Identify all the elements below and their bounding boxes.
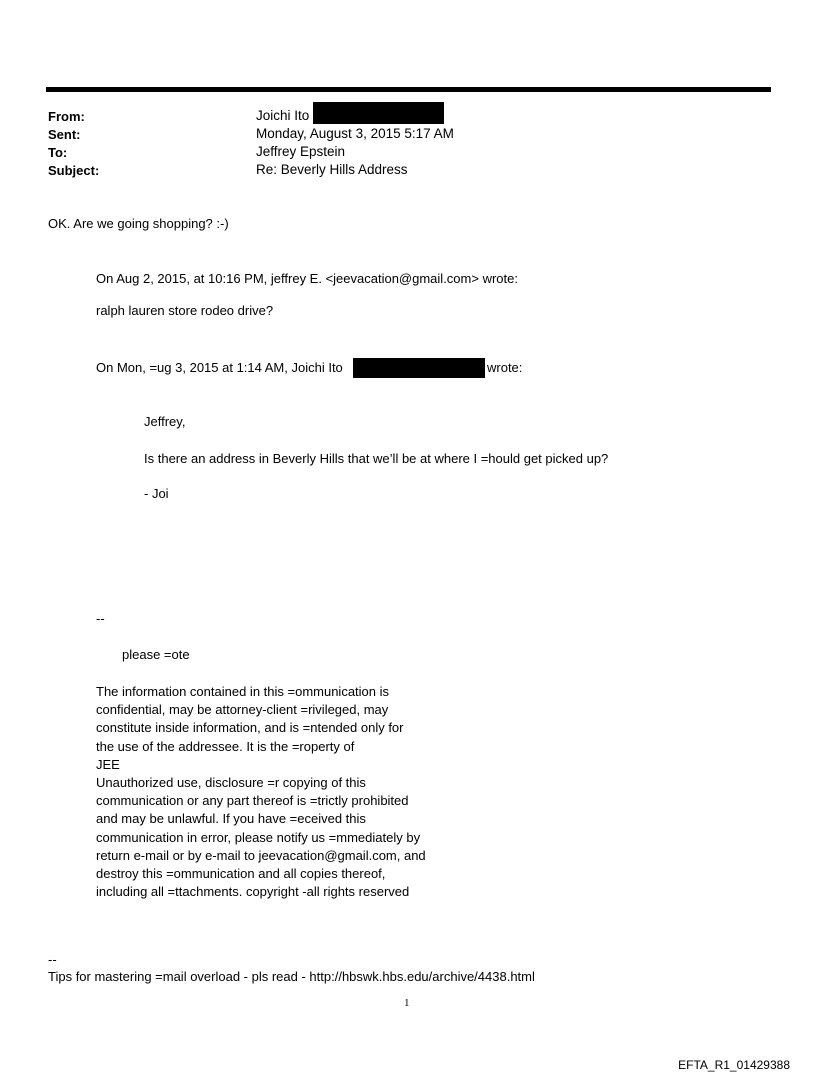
footer-separator: -- (48, 952, 57, 967)
disclaimer-block (96, 683, 426, 901)
disclaimer-line: JEE (96, 756, 120, 772)
disclaimer-line: constitute inside information, and is =ntended only for (96, 720, 404, 736)
disclaimer-line: Unauthorized use, disclosure =r copying of this (96, 775, 366, 791)
document-id: EFTA_R1_01429388 (678, 1058, 790, 1072)
subject-value: Re: Beverly Hills Address (256, 162, 408, 177)
disclaimer-line: destroy this =ommunication and all copies thereof, (96, 866, 386, 882)
disclaimer-line: confidential, may be attorney-client =rivileged, may (96, 702, 389, 718)
disclaimer-line: return e-mail or by e-mail to jeevacation@gmail.com, and (96, 847, 426, 863)
header-divider-rule (46, 87, 771, 92)
page-number: 1 (404, 997, 410, 1009)
footer-tip-text: Tips for mastering =mail overload - pls read - http://hbswk.hbs.edu/archive/4438.html (48, 969, 535, 984)
disclaimer-line: and may be unlawful. If you have =eceived this (96, 811, 366, 827)
question-text: Is there an address in Beverly Hills that we’ll be at where I =hould get picked up? (144, 451, 609, 466)
to-value: Jeffrey Epstein (256, 144, 346, 159)
subject-label: Subject: (48, 163, 100, 178)
disclaimer-line: communication or any part thereof is =trictly prohibited (96, 793, 409, 809)
sent-label: Sent: (48, 127, 81, 142)
from-label: From: (48, 109, 85, 124)
disclaimer-line: including all =ttachments. copyright -all rights reserved (96, 884, 410, 900)
quote2-header-end: wrote: (487, 360, 523, 375)
signature-separator: -- (96, 611, 105, 626)
reply-text: OK. Are we going shopping? :-) (48, 216, 229, 231)
sent-value: Monday, August 3, 2015 5:17 AM (256, 126, 454, 141)
quote1-text: ralph lauren store rodeo drive? (96, 303, 274, 318)
redaction-box-from (313, 102, 444, 124)
to-label: To: (48, 145, 68, 160)
disclaimer-line: The information contained in this =ommunication is (96, 684, 390, 699)
please-note-text: please =ote (122, 647, 190, 662)
disclaimer-line: communication in error, please notify us =mmediately by (96, 829, 421, 845)
greeting-text: Jeffrey, (144, 414, 186, 429)
redaction-box-quote (353, 358, 485, 378)
quote2-header-start: On Mon, =ug 3, 2015 at 1:14 AM, Joichi Ito (96, 360, 343, 375)
disclaimer-line: the use of the addressee. It is the =roperty of (96, 738, 355, 754)
quote1-header: On Aug 2, 2015, at 10:16 PM, jeffrey E. <jeevacation@gmail.com> wrote: (96, 271, 518, 286)
from-value: Joichi Ito (256, 108, 310, 123)
signoff-text: - Joi (144, 486, 169, 501)
